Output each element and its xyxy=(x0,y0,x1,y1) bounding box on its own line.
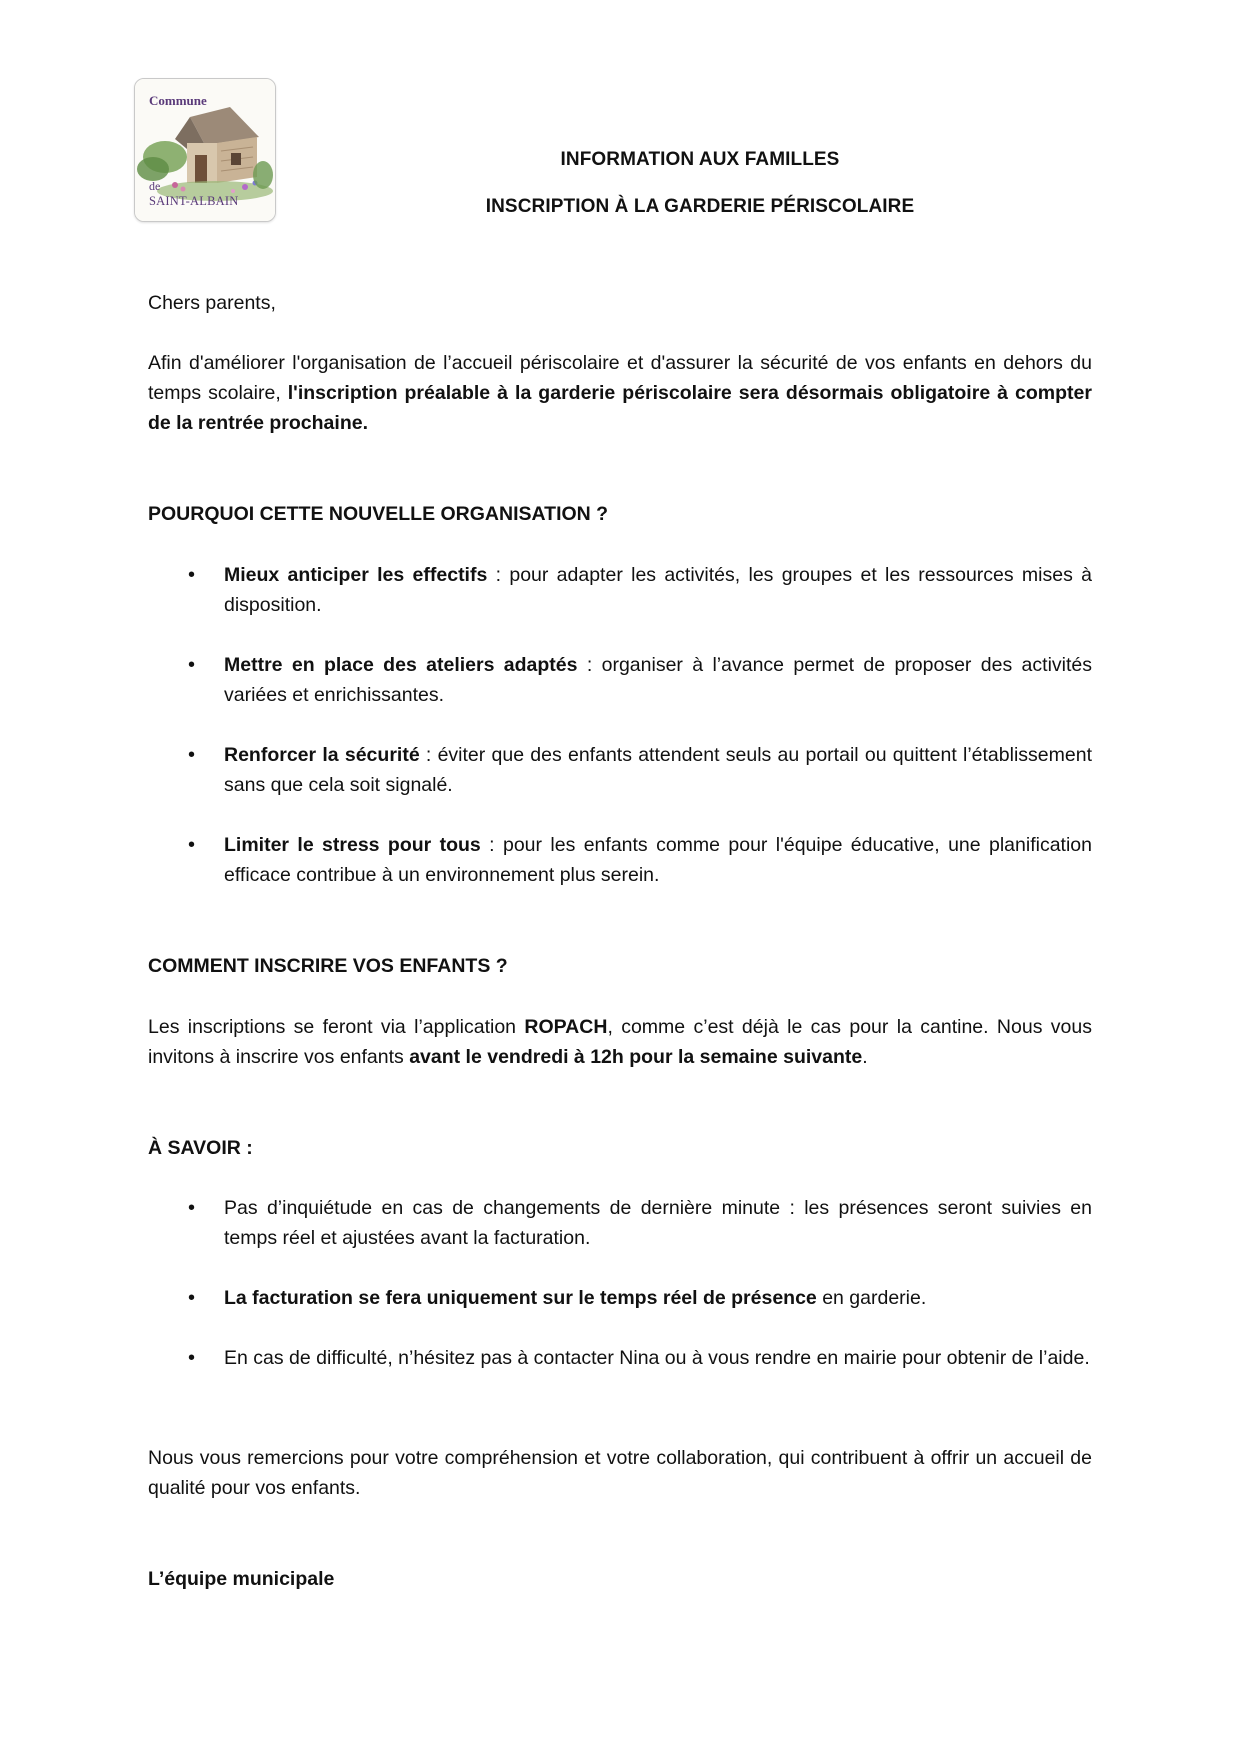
how-text: , comme c’est déjà le cas pour la cantine. Nous vous invitons à inscrire vos enfants xyxy=(148,1016,1092,1068)
list-item xyxy=(224,560,1092,620)
how-text: Les inscriptions se feront via l’application xyxy=(148,1016,525,1038)
list-item xyxy=(224,740,1092,800)
logo-commune-text: Commune xyxy=(149,93,207,108)
section-title-why: POURQUOI CETTE NOUVELLE ORGANISATION ? xyxy=(148,503,609,525)
deadline-text: avant le vendredi à 12h pour la semaine suivante xyxy=(409,1046,863,1068)
document-title: INFORMATION AUX FAMILLES xyxy=(560,149,840,170)
section-title-to-know: À SAVOIR : xyxy=(148,1137,253,1159)
list-item-text: en garderie. xyxy=(816,1287,927,1309)
list-item xyxy=(224,650,1092,710)
list-item: Pas d’inquiétude en cas de changements de dernière minute : les présences seront suivies en temps réel et ajustées avant la facturation. xyxy=(224,1197,1092,1249)
app-name: ROPACH xyxy=(524,1016,608,1038)
closing-paragraph: Nous vous remercions pour votre compréhension et votre collaboration, qui contribuent à offrir un accueil de qualité pour vos enfants. xyxy=(148,1447,1092,1499)
list-item-text: : pour adapter les activités, les groupes et les ressources mises à disposition. xyxy=(224,564,1093,616)
bullet-icon: • xyxy=(188,564,196,586)
commune-logo xyxy=(134,78,276,222)
greeting: Chers parents, xyxy=(148,292,276,314)
how-paragraph xyxy=(148,1012,1092,1072)
bullet-icon: • xyxy=(188,1347,196,1369)
how-text: . xyxy=(862,1046,868,1068)
list-item-text: : éviter que des enfants attendent seuls au portail ou quittent l’établissement sans que cela soit signalé. xyxy=(224,744,1092,796)
list-item-bold: Mieux anticiper les effectifs xyxy=(224,564,488,586)
list-item xyxy=(224,830,1092,890)
document-subtitle: INSCRIPTION À LA GARDERIE PÉRISCOLAIRE xyxy=(485,196,915,217)
list-item xyxy=(224,1283,1092,1313)
list-item-text: : pour les enfants comme pour l'équipe éducative, une planification efficace contribue à un environnement plus serein. xyxy=(224,834,1092,886)
list-item-text: : organiser à l’avance permet de proposer des activités variées et enrichissantes. xyxy=(224,654,1092,706)
bullet-icon: • xyxy=(188,744,196,766)
intro-text: Afin d'améliorer l'organisation de l’accueil périscolaire et d'assurer la sécurité de vos enfants en dehors du temps scolaire, xyxy=(148,352,1092,404)
bullet-icon: • xyxy=(188,1287,196,1309)
section-title-how: COMMENT INSCRIRE VOS ENFANTS ? xyxy=(148,955,508,977)
bullet-icon: • xyxy=(188,1197,196,1219)
logo-town-name: SAINT-ALBAIN xyxy=(149,194,239,208)
list-item-bold: Limiter le stress pour tous xyxy=(224,834,481,856)
intro-bold-text: l'inscription préalable à la garderie périscolaire sera désormais obligatoire à compter de la rentrée prochaine. xyxy=(148,382,1092,434)
list-item: En cas de difficulté, n’hésitez pas à contacter Nina ou à vous rendre en mairie pour obtenir de l’aide. xyxy=(224,1347,1090,1369)
list-item-bold: Mettre en place des ateliers adaptés xyxy=(224,654,578,676)
bullet-icon: • xyxy=(188,834,196,856)
list-item-bold: La facturation se fera uniquement sur le temps réel de présence xyxy=(224,1287,817,1309)
intro-paragraph xyxy=(148,348,1092,438)
signature: L’équipe municipale xyxy=(148,1568,335,1590)
bullet-icon: • xyxy=(188,654,196,676)
list-item-bold: Renforcer la sécurité xyxy=(224,744,420,766)
logo-de-text: de xyxy=(149,179,161,193)
